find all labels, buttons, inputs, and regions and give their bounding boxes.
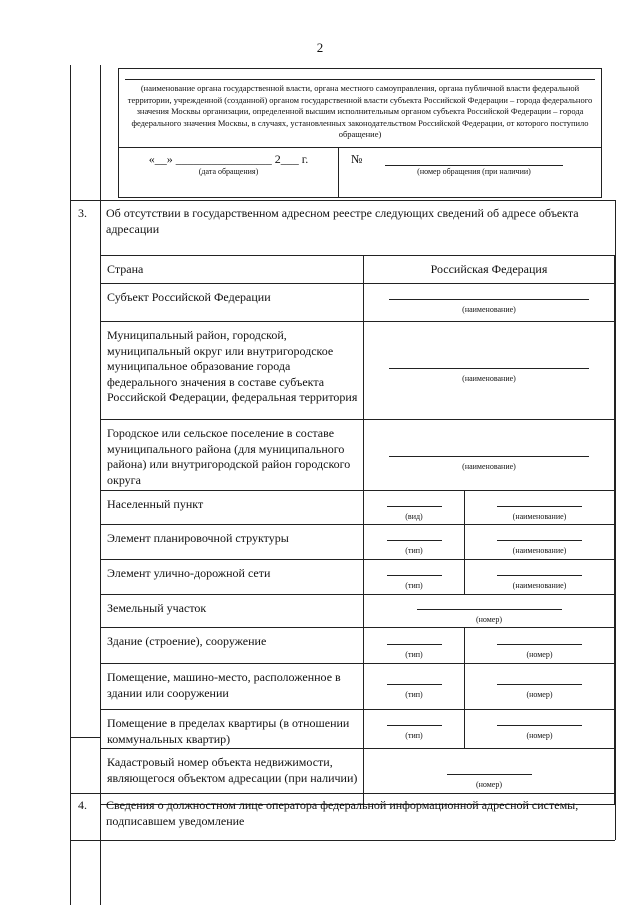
- street-name-field[interactable]: (наименование): [465, 575, 614, 594]
- row-label: Земельный участок: [101, 595, 364, 628]
- table-row: [101, 749, 615, 805]
- table-row: [101, 525, 615, 560]
- row-label: Здание (строение), сооружение: [101, 628, 364, 664]
- premises-number-field[interactable]: (номер): [465, 684, 614, 703]
- section-4-title: Сведения о должностном лице оператора федеральной информационной адресной системы, подписавшем уведомление: [106, 798, 579, 828]
- room-number-field[interactable]: (номер): [465, 725, 614, 744]
- room-type-field[interactable]: (тип): [364, 725, 464, 744]
- address-table: [100, 255, 615, 805]
- request-number-field[interactable]: [385, 165, 563, 166]
- row-label: Страна: [101, 256, 364, 284]
- locality-type-field[interactable]: (вид): [364, 506, 464, 525]
- land-plot-number-field[interactable]: (номер): [364, 609, 614, 628]
- table-row: [101, 491, 615, 525]
- premises-type-field[interactable]: (тип): [364, 684, 464, 703]
- table-row: [101, 664, 615, 710]
- building-type-field[interactable]: (тип): [364, 644, 464, 663]
- row-label: Кадастровый номер объекта недвижимости, являющегося объектом адресации (при наличии): [101, 749, 364, 805]
- section-3-number: 3.: [78, 206, 87, 220]
- authority-caption: (наименование органа государственной власти, органа местного самоуправления, органа публичной власти федеральной территории, учрежденной (созданной) органом государственной власти субъекта Российской Федерации – города федерального значения Москвы организации, определенной высшим исполнительным органом субъекта Российской Федерации – города федерального значения Москвы, в случаях, установленных законодательством Российской Федерации, от которого поступило обращение): [127, 83, 593, 139]
- locality-name-field[interactable]: (наименование): [465, 506, 614, 525]
- section-4-number: 4.: [78, 798, 87, 812]
- number-caption: (номер обращения (при наличии): [417, 167, 531, 176]
- table-row: [101, 595, 615, 628]
- table-row: [101, 560, 615, 595]
- row-label: Помещение, машино-место, расположенное в здании или сооружении: [101, 664, 364, 710]
- request-date-field[interactable]: «__» ________________ 2___ г.: [148, 152, 309, 166]
- outer-right-border: [615, 200, 616, 840]
- street-type-field[interactable]: (тип): [364, 575, 464, 594]
- date-caption: (дата обращения): [198, 167, 259, 176]
- planning-name-field[interactable]: (наименование): [465, 540, 614, 559]
- row-label: Помещение в пределах квартиры (в отношении коммунальных квартир): [101, 710, 364, 749]
- table-row: [101, 710, 615, 749]
- municipal-district-field[interactable]: (наименование): [364, 368, 614, 387]
- row-label: Муниципальный район, городской, муниципальный округ или внутригородское муниципальное образование города федерального значения в составе субъекта Российской Федерации, федеральная территория: [101, 322, 364, 420]
- table-row: [101, 322, 615, 420]
- table-row: [101, 256, 615, 284]
- page-number: 2: [316, 40, 324, 55]
- row-label: Населенный пункт: [101, 491, 364, 525]
- cadastral-number-field[interactable]: (номер): [364, 774, 614, 793]
- subject-field[interactable]: (наименование): [364, 299, 614, 318]
- row-label: Субъект Российской Федерации: [101, 284, 364, 322]
- building-number-field[interactable]: (номер): [465, 644, 614, 663]
- number-label: №: [351, 152, 363, 166]
- row-label: Элемент планировочной структуры: [101, 525, 364, 560]
- country-value: Российская Федерация: [364, 256, 615, 284]
- table-row: [101, 628, 615, 664]
- request-info-box: [118, 68, 602, 198]
- table-row: [101, 284, 615, 322]
- section-3-title: Об отсутствии в государственном адресном реестре следующих сведений об адресе объекта адресации: [106, 206, 579, 236]
- settlement-field[interactable]: (наименование): [364, 456, 614, 475]
- outer-left-border: [70, 65, 71, 905]
- row-label: Элемент улично-дорожной сети: [101, 560, 364, 595]
- planning-type-field[interactable]: (тип): [364, 540, 464, 559]
- row-label: Городское или сельское поселение в составе муниципального района (для муниципального района) или внутригородской район городского округа: [101, 420, 364, 491]
- table-row: [101, 420, 615, 491]
